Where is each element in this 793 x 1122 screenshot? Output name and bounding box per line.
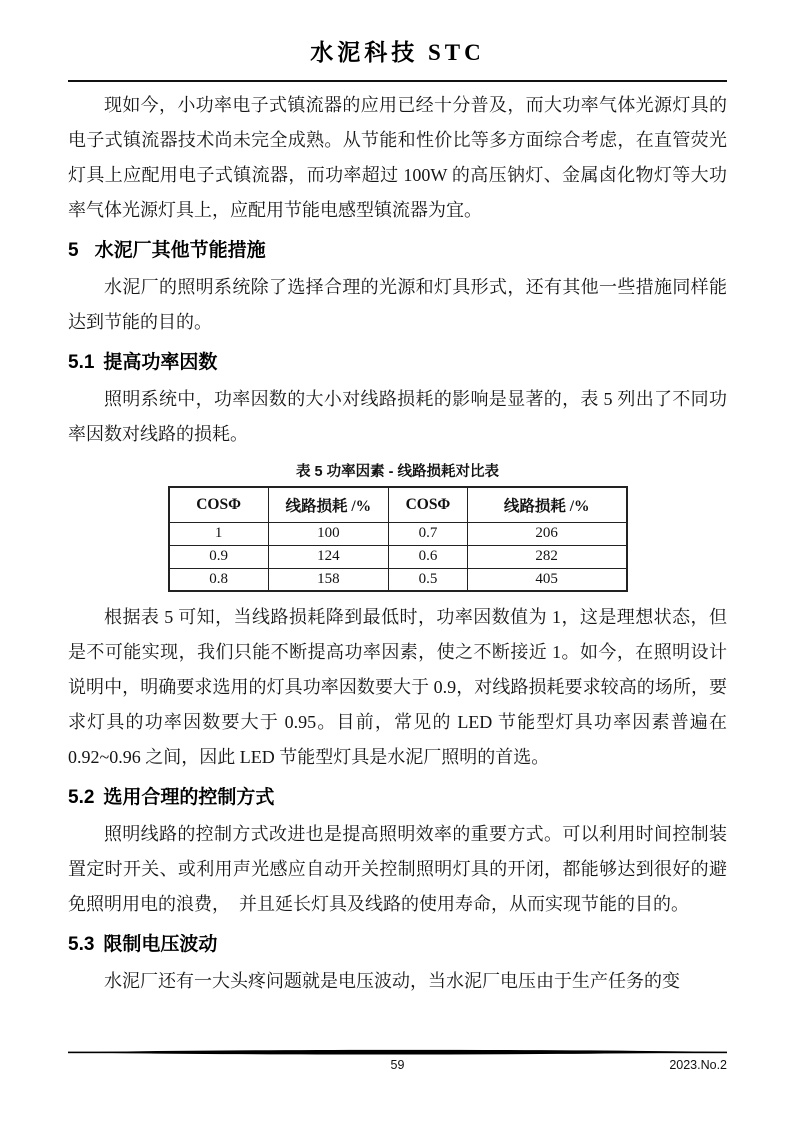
table-cell: 405: [467, 568, 626, 591]
section-5-3-number: 5.3: [68, 934, 95, 955]
table-cell: 0.5: [389, 568, 468, 591]
table-cell: 282: [467, 545, 626, 568]
section-5-3-title: 限制电压波动: [103, 934, 218, 955]
paragraph-section-5: 水泥厂的照明系统除了选择合理的光源和灯具形式，还有其他一些措施同样能达到节能的目的。: [68, 277, 727, 332]
table-cell: 158: [268, 568, 388, 591]
issue-label: 2023.No.2: [669, 1058, 727, 1072]
section-5-2-number: 5.2: [68, 787, 95, 808]
table-5-power-factor-line-loss: [168, 486, 628, 592]
section-5-number: 5: [68, 240, 79, 261]
paragraph-intro: 现如今，小功率电子式镇流器的应用已经十分普及，而大功率气体光源灯具的电子式镇流器技术尚未完全成熟。从节能和性价比等多方面综合考虑，在直管荧光灯具上应配用电子式镇流器，而功率超过 100W 的高压钠灯、金属卤化物灯等大功率气体光源灯具上，应配用节能电感型镇流器为宜。: [68, 95, 727, 220]
paragraph-section-5-2: 照明线路的控制方式改进也是提高照明效率的重要方式。可以利用时间控制装置定时开关、或利用声光感应自动开关控制照明灯具的开闭，都能够达到很好的避免照明用电的浪费， 并且延长灯具及线路的使用寿命，从而实现节能的目的。: [68, 824, 727, 914]
table-header-cell: COSΦ: [389, 487, 468, 522]
table-row: [169, 522, 627, 545]
table-cell: 0.9: [169, 545, 269, 568]
page-number: 59: [390, 1058, 405, 1072]
footer-tapered-rule: [68, 1048, 727, 1057]
table-cell: 100: [268, 522, 388, 545]
table-cell: 206: [467, 522, 626, 545]
paragraph-section-5-3: 水泥厂还有一大头疼问题就是电压波动，当水泥厂电压由于生产任务的变: [104, 971, 680, 991]
table-cell: 0.6: [389, 545, 468, 568]
section-5-1-heading: [68, 350, 727, 376]
section-5-2-heading: [68, 785, 727, 811]
table-cell: 0.7: [389, 522, 468, 545]
section-5-title: 水泥厂其他节能措施: [94, 240, 266, 261]
header-rule: [68, 80, 727, 82]
table-5-caption: 表 5 功率因素 - 线路损耗对比表: [295, 464, 499, 480]
table-cell: 124: [268, 545, 388, 568]
paragraph-section-5-1: 照明系统中，功率因数的大小对线路损耗的影响是显著的，表 5 列出了不同功率因数对线路的损耗。: [68, 389, 727, 444]
page-footer: [68, 1048, 727, 1076]
section-5-1-title: 提高功率因数: [103, 352, 218, 373]
section-5-3-heading: [68, 932, 727, 958]
table-cell: 0.8: [169, 568, 269, 591]
section-5-1-number: 5.1: [68, 352, 95, 373]
section-5-heading: [68, 238, 727, 264]
table-row: [169, 568, 627, 591]
section-5-2-title: 选用合理的控制方式: [103, 787, 275, 808]
footer-row: [68, 1058, 727, 1076]
paragraph-after-table: 根据表 5 可知，当线路损耗降到最低时，功率因数值为 1，这是理想状态，但是不可能实现，我们只能不断提高功率因素，使之不断接近 1。如今，在照明设计说明中，明确要求选用的灯具功率因数要大于 0.9，对线路损耗要求较高的场所，要求灯具的功率因数要大于 0.95。目前，常见的 LED 节能型灯具功率因素普遍在 0.92~0.96 之间，因此 LED 节能型灯具是水泥厂照明的首选。: [68, 607, 727, 767]
table-row: [169, 545, 627, 568]
table-header-row: [169, 487, 627, 522]
table-header-cell: COSΦ: [169, 487, 269, 522]
table-header-cell: 线路损耗 /%: [268, 487, 388, 522]
table-cell: 1: [169, 522, 269, 545]
table-header-cell: 线路损耗 /%: [467, 487, 626, 522]
journal-title: 水泥科技 STC: [310, 40, 485, 65]
